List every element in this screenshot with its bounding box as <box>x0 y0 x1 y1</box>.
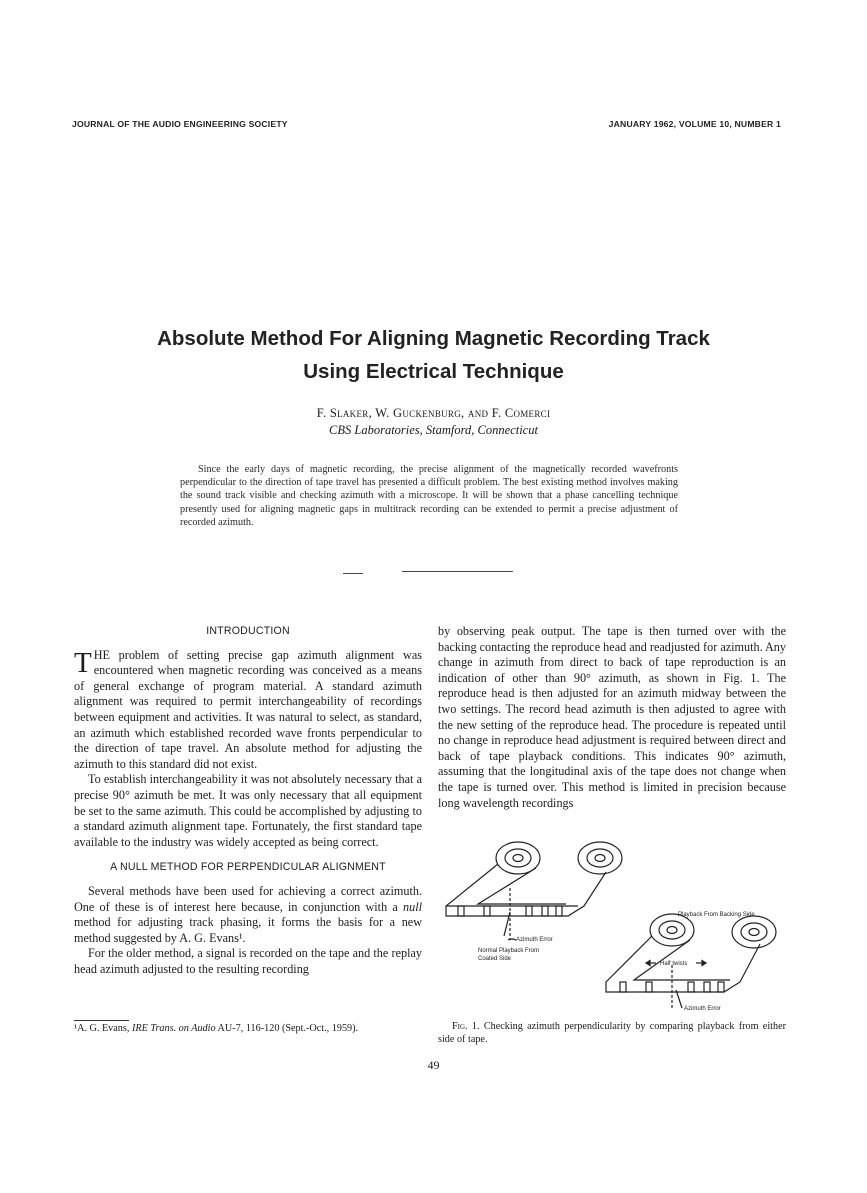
affiliation: CBS Laboratories, Stamford, Connecticut <box>329 423 538 437</box>
title-line-2: Using Electrical Technique <box>303 360 564 383</box>
reel-left-2 <box>578 842 622 874</box>
null-emphasis: null <box>403 899 422 914</box>
page-number: 49 <box>427 1058 440 1072</box>
divider-short <box>343 573 363 574</box>
title-line-1: Absolute Method For Aligning Magnetic Recording Track <box>157 327 710 350</box>
label-half-twists: Half twists <box>660 961 688 967</box>
caption-text: Checking azimuth perpendicularity by comparing playback from either side of tape. <box>438 1021 786 1045</box>
label-normal-playback-1: Normal Playback From <box>478 948 540 954</box>
null-paragraph-2: For the older method, a signal is recorded on the tape and the replay head azimuth adjusted to the resulting recording <box>74 946 422 976</box>
issue-info: JANUARY 1962, VOLUME 10, NUMBER 1 <box>608 119 781 129</box>
left-column <box>74 624 422 977</box>
footnote-marker: ¹ <box>74 1023 78 1034</box>
intro-paragraph-1 <box>74 648 422 773</box>
paper-title <box>0 322 867 388</box>
label-azimuth-error-1: Azimuth Error <box>516 937 553 943</box>
label-normal-playback-2: Coated Side <box>478 956 512 962</box>
tape-path-diagram <box>438 840 788 1015</box>
section-heading-null-method: A NULL METHOD FOR PERPENDICULAR ALIGNMENT <box>110 861 386 874</box>
right-paragraph-1: by observing peak output. The tape is then turned over with the backing contacting the reproduce head and readjusted for azimuth. Any change in azimuth from direct to back of tape reproduction is an indication of other than 90° azimuth, as shown in Fig. 1. The reproduce head is then adjusted for an azimuth midway between the two settings. The record head azimuth is then adjusted to agree with the new setting of the reproduce head. The procedure is repeated until no change in reproduce head adjustment is required between direct and back of tape playback conditions. This indicates 90° azimuth, assuming that the longitudinal axis of the tape does not change when the tape is turned over. This method is limited in precision because long wavelength recordings <box>438 624 786 810</box>
footnote-rest: AU-7, 116-120 (Sept.-Oct., 1959). <box>215 1023 359 1034</box>
intro-paragraph-1-text: HE problem of setting precise gap azimuth alignment was encountered when magnetic recording was conceived as a means of general exchange of program material. A standard azimuth alignment was required to permit interchangeability of recordings between equipment and activities. It was natural to select, as standard, an azimuth which established recorded wave fronts perpendicular to the direction of tape travel. An absolute method for adjusting the azimuth to this standard did not exist. <box>74 647 422 771</box>
null-paragraph-1-b: method for adjusting track phasing, it forms the basis for a new method suggested by A. G. Evans¹. <box>74 915 422 945</box>
null-paragraph-1 <box>74 884 422 946</box>
label-playback-backing: Playback From Backing Side <box>678 912 755 918</box>
footnote <box>74 1022 422 1035</box>
footnote-rule <box>74 1020 129 1021</box>
reel-right-2 <box>732 916 776 948</box>
section-heading-introduction: INTRODUCTION <box>206 625 290 637</box>
right-column <box>438 624 786 811</box>
caption-label: Fig. 1. <box>452 1021 480 1032</box>
author-names: F. Slaker, W. Guckenburg, and F. Comerci <box>316 406 551 420</box>
author-block <box>0 405 867 439</box>
label-azimuth-error-2: Azimuth Error <box>684 1006 721 1012</box>
abstract: Since the early days of magnetic recording, the precise alignment of the magnetically recorded wavefronts perpendicular to the direction of tape travel has presented a difficult problem. The best existing method involves making the sound track visible and checking azimuth with a microscope. It will be shown that a phase cancelling technique presently used for aligning magnetic gaps in multitrack recording can be extended to permit a precise adjustment of recorded azimuth. <box>180 464 678 528</box>
null-paragraph-1-a: Several methods have been used for achieving a correct azimuth. One of these is of interest here because, in conjunction with a <box>74 883 422 914</box>
drop-cap: T <box>74 646 92 679</box>
figure-caption <box>438 1020 786 1046</box>
journal-name: JOURNAL OF THE AUDIO ENGINEERING SOCIETY <box>72 119 288 129</box>
divider-long <box>402 571 513 572</box>
footnote-journal: IRE Trans. on Audio <box>131 1023 216 1034</box>
intro-paragraph-2: To establish interchangeability it was not absolutely necessary that a precise 90° azimuth be met. It was only necessary that all equipment be set to the same azimuth. This could be accomplished by adjusting to a standard azimuth alignment tape. Fortunately, the first standard tape available to the industry was widely accepted as being correct. <box>74 772 422 849</box>
figure-1 <box>438 840 788 1015</box>
footnote-author: A. G. Evans, <box>77 1023 132 1034</box>
